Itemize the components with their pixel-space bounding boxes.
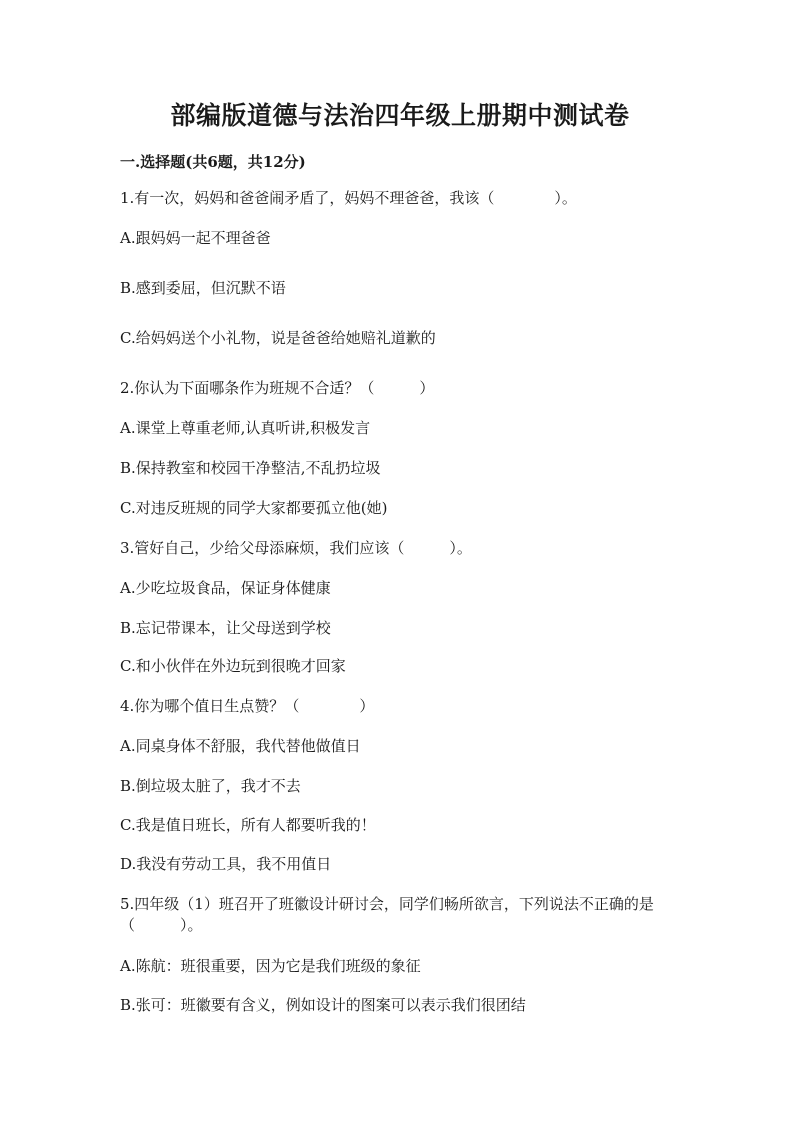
answer-option: C.给妈妈送个小礼物，说是爸爸给她赔礼道歉的 (120, 329, 436, 347)
section-heading: 一.选择题(共6题，共12分) (120, 153, 306, 171)
answer-option: B.张可：班徽要有含义，例如设计的图案可以表示我们很团结 (120, 996, 526, 1014)
question-stem: 3.管好自己，少给父母添麻烦，我们应该（ ）。 (120, 539, 472, 557)
answer-option: B.忘记带课本，让父母送到学校 (120, 619, 331, 637)
answer-option: A.同桌身体不舒服，我代替他做值日 (120, 737, 361, 755)
answer-option: B.保持教室和校园干净整洁,不乱扔垃圾 (120, 459, 381, 477)
question-stem: 1.有一次，妈妈和爸爸闹矛盾了，妈妈不理爸爸，我该（ ）。 (120, 189, 577, 207)
answer-option: A.跟妈妈一起不理爸爸 (120, 229, 271, 247)
page-title: 部编版道德与法治四年级上册期中测试卷 (170, 101, 630, 130)
answer-option: A.陈航：班很重要，因为它是我们班级的象征 (120, 957, 421, 975)
answer-option: B.倒垃圾太脏了，我才不去 (120, 777, 301, 795)
answer-option: D.我没有劳动工具，我不用值日 (120, 855, 332, 873)
answer-option: A.课堂上尊重老师,认真听讲,积极发言 (120, 419, 371, 437)
answer-option: C.和小伙伴在外边玩到很晚才回家 (120, 657, 346, 675)
question-stem: 4.你为哪个值日生点赞？（ ） (120, 697, 375, 715)
answer-option: C.对违反班规的同学大家都要孤立他(她) (120, 499, 388, 517)
question-stem: 5.四年级（1）班召开了班徽设计研讨会，同学们畅所欲言，下列说法不正确的是（ ）。 (120, 895, 654, 934)
answer-option: B.感到委屈，但沉默不语 (120, 279, 286, 297)
answer-option: C.我是值日班长，所有人都要听我的！ (120, 816, 376, 834)
question-stem: 2.你认为下面哪条作为班规不合适？（ ） (120, 379, 435, 397)
answer-option: A.少吃垃圾食品，保证身体健康 (120, 579, 331, 597)
